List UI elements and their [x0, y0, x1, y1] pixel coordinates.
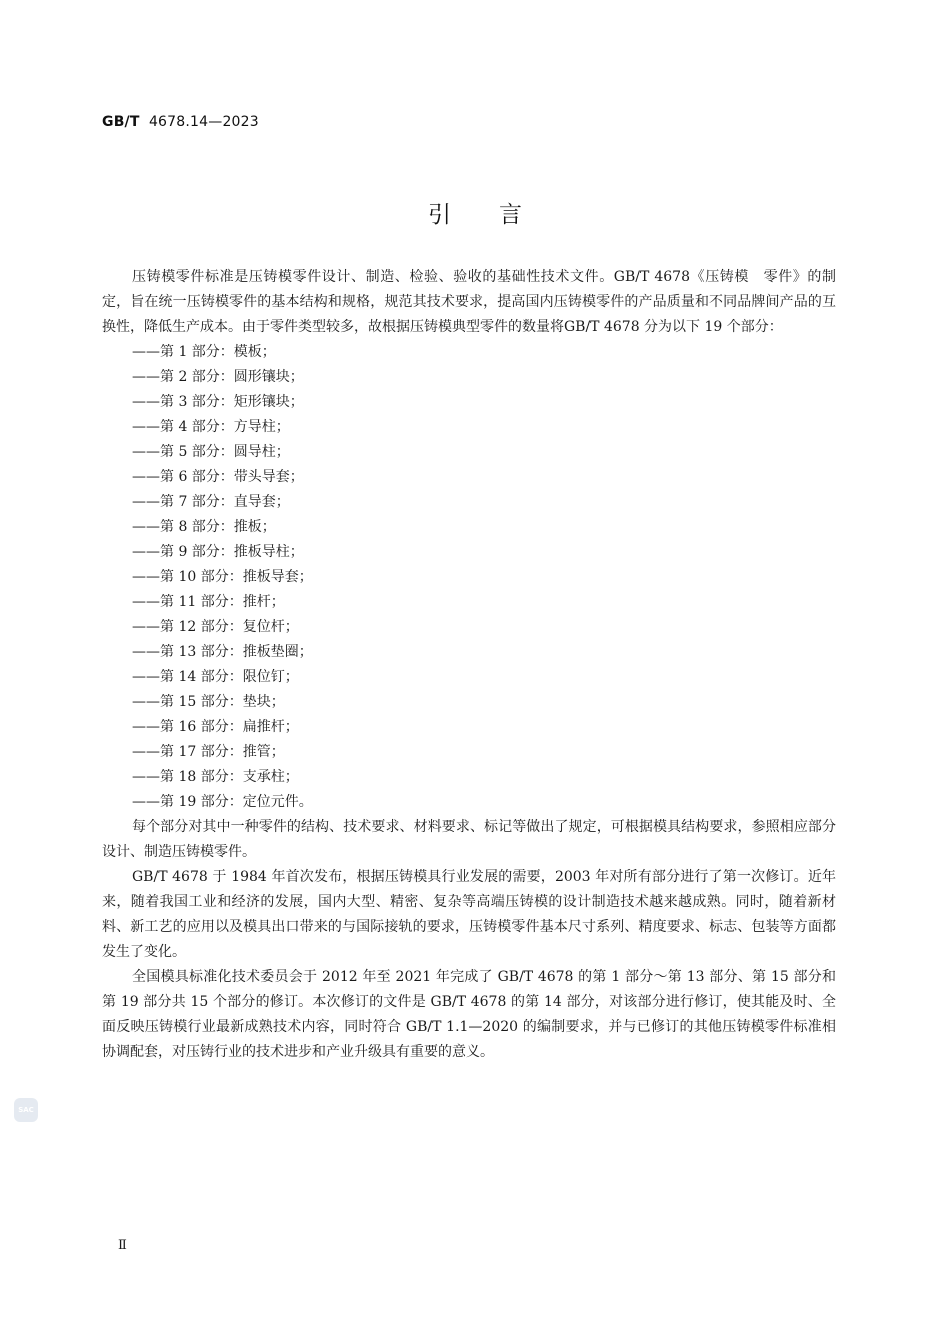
part-list-item: ——第 12 部分：复位杆； [132, 619, 299, 635]
paragraph-structure: 每个部分对其中一种零件的结构、技术要求、材料要求、标记等做出了规定，可根据模具结构要求，参照相应部分设计、制造压铸模零件。 [102, 819, 836, 860]
parts-list [102, 340, 836, 815]
part-list-item: ——第 7 部分：直导套； [132, 494, 290, 510]
part-list-item: ——第 13 部分：推板垫圈； [132, 644, 313, 660]
paragraph-revision: 全国模具标准化技术委员会于 2012 年至 2021 年完成了 GB/T 4678 的第 1 部分～第 13 部分、第 15 部分和第 19 部分共 15 个部分的修订。本次修订的文件是 GB/T 4678 的第 14 部分，对该部分进行修订，使其能及时、全面反映压铸模行业最新成熟技术内容，同时符合 GB/T 1.1—2020 的编制要求，并与已修订的其他压铸模零件标准相协调配套，对压铸行业的技术进步和产业升级具有重要的意义。 [102, 969, 836, 1060]
page-number: Ⅱ [118, 1238, 127, 1253]
watermark-logo: SAC [14, 1098, 38, 1122]
document-body [102, 265, 836, 1065]
standard-number: 4678.14—2023 [148, 114, 259, 130]
part-list-item: ——第 6 部分：带头导套； [132, 469, 304, 485]
part-list-item: ——第 1 部分：模板； [132, 344, 276, 360]
part-list-item: ——第 2 部分：圆形镶块； [132, 369, 304, 385]
part-list-item: ——第 16 部分：扁推杆； [132, 719, 299, 735]
part-list-item: ——第 5 部分：圆导柱； [132, 444, 290, 460]
part-list-item: ——第 4 部分：方导柱； [132, 419, 290, 435]
intro-paragraph: 压铸模零件标准是压铸模零件设计、制造、检验、验收的基础性技术文件。GB/T 4678《压铸模 零件》的制定，旨在统一压铸模零件的基本结构和规格，规范其技术要求，提高国内压铸模零件的产品质量和不同品牌间产品的互换性，降低生产成本。由于零件类型较多，故根据压铸模典型零件的数量将GB/T 4678 分为以下 19 个部分： [102, 269, 836, 335]
part-list-item: ——第 17 部分：推管； [132, 744, 285, 760]
standard-prefix: GB/T [102, 114, 140, 130]
part-list-item: ——第 15 部分：垫块； [132, 694, 285, 710]
part-list-item: ——第 14 部分：限位钉； [132, 669, 299, 685]
part-list-item: ——第 11 部分：推杆； [132, 594, 285, 610]
part-list-item: ——第 19 部分：定位元件。 [132, 794, 313, 810]
page-title: 引言 [428, 202, 570, 228]
part-list-item: ——第 8 部分：推板； [132, 519, 276, 535]
part-list-item: ——第 18 部分：支承柱； [132, 769, 299, 785]
part-list-item: ——第 3 部分：矩形镶块； [132, 394, 304, 410]
standard-code [102, 114, 259, 130]
part-list-item: ——第 10 部分：推板导套； [132, 569, 313, 585]
part-list-item: ——第 9 部分：推板导柱； [132, 544, 304, 560]
paragraph-history: GB/T 4678 于 1984 年首次发布，根据压铸模具行业发展的需要，2003 年对所有部分进行了第一次修订。近年来，随着我国工业和经济的发展，国内大型、精密、复杂等高端压铸模的设计制造技术越来越成熟。同时，随着新材料、新工艺的应用以及模具出口带来的与国际接轨的要求，压铸模零件基本尺寸系列、精度要求、标志、包装等方面都发生了变化。 [102, 869, 836, 960]
